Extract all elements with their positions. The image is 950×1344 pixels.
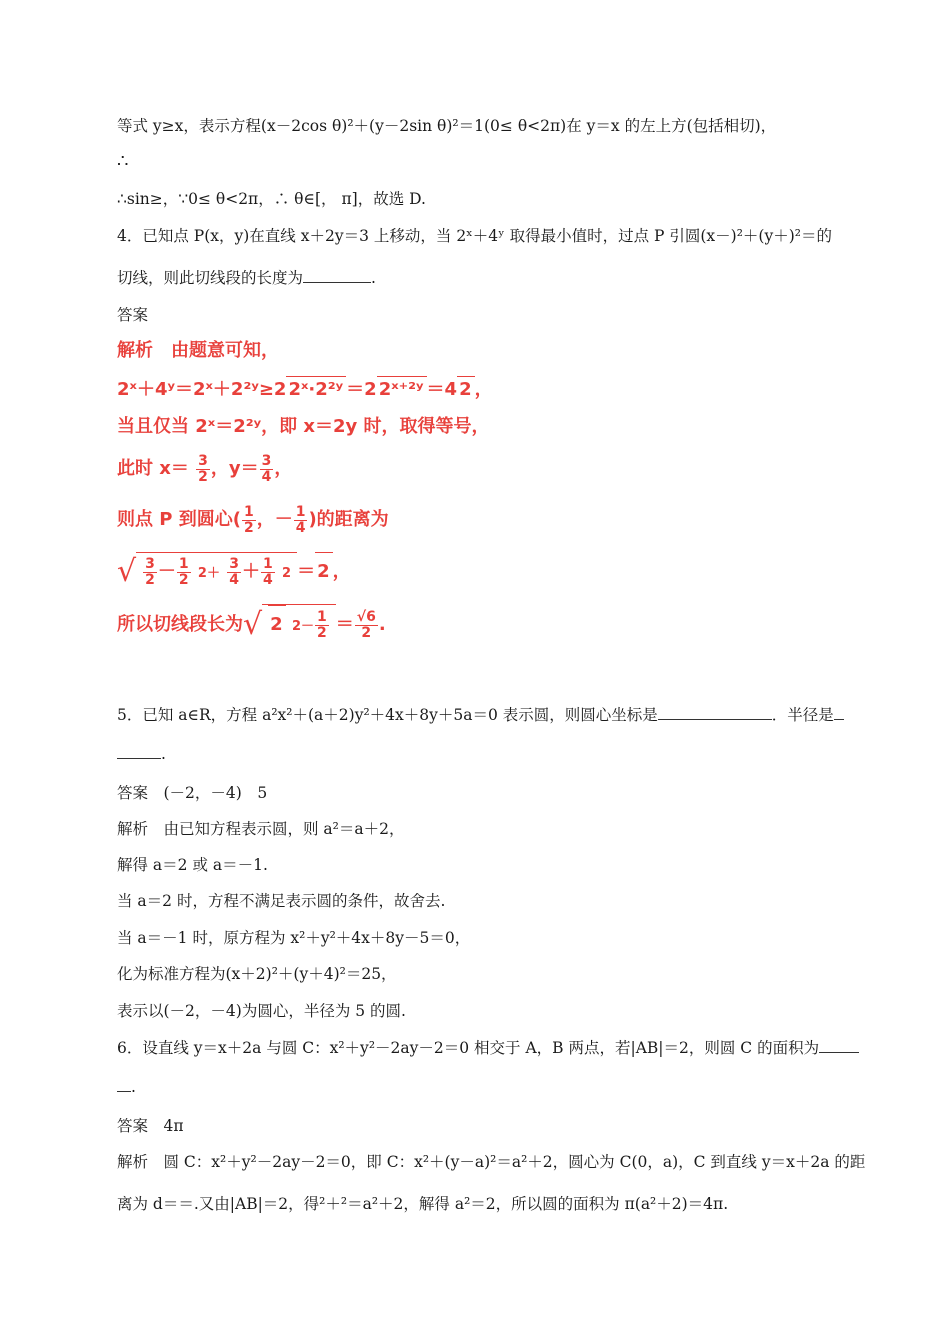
numerator: 1 xyxy=(243,503,254,520)
text-line: 等式 y≥x，表示方程(x－2cos θ)²＋(y－2sin θ)²＝1(0≤ θ<2π)在 y＝x 的左上方(包括相切)， xyxy=(117,117,777,135)
period: . xyxy=(131,1078,136,1096)
solution-line: 当 a＝2 时，方程不满足表示圆的条件，故舍去. xyxy=(117,892,446,910)
operator: ＋ xyxy=(241,561,260,582)
solution-text: ， xyxy=(274,458,293,479)
denominator: 4 xyxy=(295,519,306,536)
sqrt-expression: 2ˣ⁺²ʸ xyxy=(377,376,427,403)
solution-4-line-5 xyxy=(117,503,870,537)
solution-text: 则点 P 到圆心( xyxy=(117,509,241,530)
solution-text: )的距离为 xyxy=(308,509,389,530)
period: . xyxy=(161,745,166,763)
question-5-text: ．半径是 xyxy=(771,706,834,724)
question-4-line-2 xyxy=(117,267,870,289)
solution-line: 化为标准方程为(x＋2)²＋(y＋4)²＝25， xyxy=(117,965,397,983)
question-6-text: 6．设直线 y＝x＋2a 与圆 C：x²＋y²－2ay－2＝0 相交于 A，B 两点，若|AB|＝2，则圆 C 的面积为 xyxy=(117,1039,820,1057)
answer-blank xyxy=(834,705,844,720)
denominator: 2 xyxy=(145,571,155,588)
answer-line: 答案 (－2，－4) 5 xyxy=(117,784,268,802)
solution-text: 2ˣ＋4ʸ＝2ˣ＋2²ʸ≥2 xyxy=(117,379,287,400)
therefore-symbol: ∴ xyxy=(117,151,129,172)
answer-blank xyxy=(819,1038,859,1053)
denominator: 4 xyxy=(262,571,273,588)
fraction xyxy=(355,610,378,641)
solution-line: 解析 圆 C：x²＋y²－2ay－2＝0，即 C：x²＋(y－a)²＝a²＋2，圆心为 C(0，a)，C 到直线 y＝x＋2a 的距 xyxy=(117,1153,866,1171)
solution-text: ，y＝ xyxy=(210,458,259,479)
operator: ＝ xyxy=(297,561,316,582)
exponent-text: 2－ xyxy=(291,619,314,634)
solution-text: ， xyxy=(332,561,351,582)
solution-line: 当 a＝－1 时，原方程为 x²＋y²＋4x＋8y－5＝0， xyxy=(117,929,471,947)
sqrt-expression: 2 xyxy=(315,552,333,591)
solution-4-header: 解析 由题意可知， xyxy=(117,340,279,361)
fraction xyxy=(242,505,256,536)
question-6-line-2 xyxy=(117,1076,870,1098)
numerator: 1 xyxy=(316,608,327,625)
fraction xyxy=(227,557,241,588)
solution-line: 解析 由已知方程表示圆，则 a²＝a＋2， xyxy=(117,820,405,838)
question-5-line-1 xyxy=(117,704,870,726)
denominator: 2 xyxy=(316,624,327,641)
fraction xyxy=(315,610,329,641)
solution-text: ＝4 xyxy=(426,379,458,400)
answer-blank xyxy=(658,705,772,720)
operator: － xyxy=(157,561,176,582)
radicand: 6 xyxy=(366,608,376,625)
numerator: 3 xyxy=(229,555,239,572)
question-4-text: 切线，则此切线段的长度为 xyxy=(117,269,304,287)
answer-blank xyxy=(117,1077,131,1092)
numerator: 1 xyxy=(178,555,189,572)
text-line: ∴sin≥，∵0≤ θ<2π，∴ θ∈[， π]，故选 D. xyxy=(117,190,426,208)
solution-text: 此时 x＝ xyxy=(117,458,189,479)
question-4-line-1: 4．已知点 P(x，y)在直线 x＋2y＝3 上移动，当 2ˣ＋4ʸ 取得最小值时，过点 P 引圆(x－)²＋(y＋)²＝的 xyxy=(117,227,832,245)
question-5-line-2 xyxy=(117,743,870,765)
numerator: 1 xyxy=(295,503,306,520)
solution-text: . xyxy=(378,614,386,635)
fraction xyxy=(177,557,191,588)
solution-4-line-4 xyxy=(117,452,870,486)
solution-text: 所以切线段长为 xyxy=(117,614,243,635)
denominator: 2 xyxy=(178,571,189,588)
solution-4-line-3: 当且仅当 2ˣ＝2²ʸ，即 x＝2y 时，取得等号， xyxy=(117,416,490,437)
radical-sign: √ xyxy=(243,607,263,642)
solution-text: ， xyxy=(474,379,493,400)
answer-label: 答案 xyxy=(117,306,149,324)
radical-sign: √ xyxy=(117,554,137,589)
denominator: 4 xyxy=(229,571,239,588)
denominator: 4 xyxy=(261,468,272,485)
solution-text: ，－ xyxy=(256,509,293,530)
solution-line: 解得 a＝2 或 a＝－1. xyxy=(117,856,268,874)
exponent-text: 2＋ xyxy=(197,566,220,581)
question-5-text: 5．已知 a∈R，方程 a²x²＋(a＋2)y²＋4x＋8y＋5a＝0 表示圆，则圆心坐标是 xyxy=(117,706,658,724)
fraction xyxy=(260,454,274,485)
solution-4-line-7 xyxy=(117,604,870,646)
numerator: 1 xyxy=(262,555,273,572)
operator: ＝ xyxy=(335,614,354,635)
sqrt-expression xyxy=(136,552,297,593)
sqrt-expression: 2 xyxy=(268,605,286,644)
question-6-line-1 xyxy=(117,1037,870,1059)
period: . xyxy=(371,269,376,287)
answer-blank xyxy=(117,744,161,759)
numerator: 3 xyxy=(198,452,208,469)
solution-4-line-2 xyxy=(117,376,870,403)
answer-blank xyxy=(303,268,371,283)
denominator: 2 xyxy=(361,624,372,641)
solution-text: ＝2 xyxy=(346,379,377,400)
fraction xyxy=(294,505,308,536)
solution-line: 离为 d＝＝.又由|AB|＝2，得²＋²＝a²＋2，解得 a²＝2，所以圆的面积为 π(a²＋2)＝4π. xyxy=(117,1195,729,1213)
answer-line: 答案 4π xyxy=(117,1117,184,1135)
solution-4-line-6 xyxy=(117,552,870,593)
numerator: 3 xyxy=(261,452,272,469)
fraction xyxy=(196,454,210,485)
solution-line: 表示以(－2，－4)为圆心，半径为 5 的圆. xyxy=(117,1002,406,1020)
fraction xyxy=(261,557,275,588)
sqrt-expression: 2ˣ·2²ʸ xyxy=(286,376,346,403)
sqrt-expression: 2 xyxy=(457,376,475,403)
denominator: 2 xyxy=(198,468,208,485)
exponent-text: 2 xyxy=(282,566,292,581)
sqrt-expression xyxy=(262,604,336,646)
numerator: 3 xyxy=(145,555,155,572)
fraction xyxy=(143,557,157,588)
numerator: √6 xyxy=(356,608,376,625)
denominator: 2 xyxy=(243,519,254,536)
